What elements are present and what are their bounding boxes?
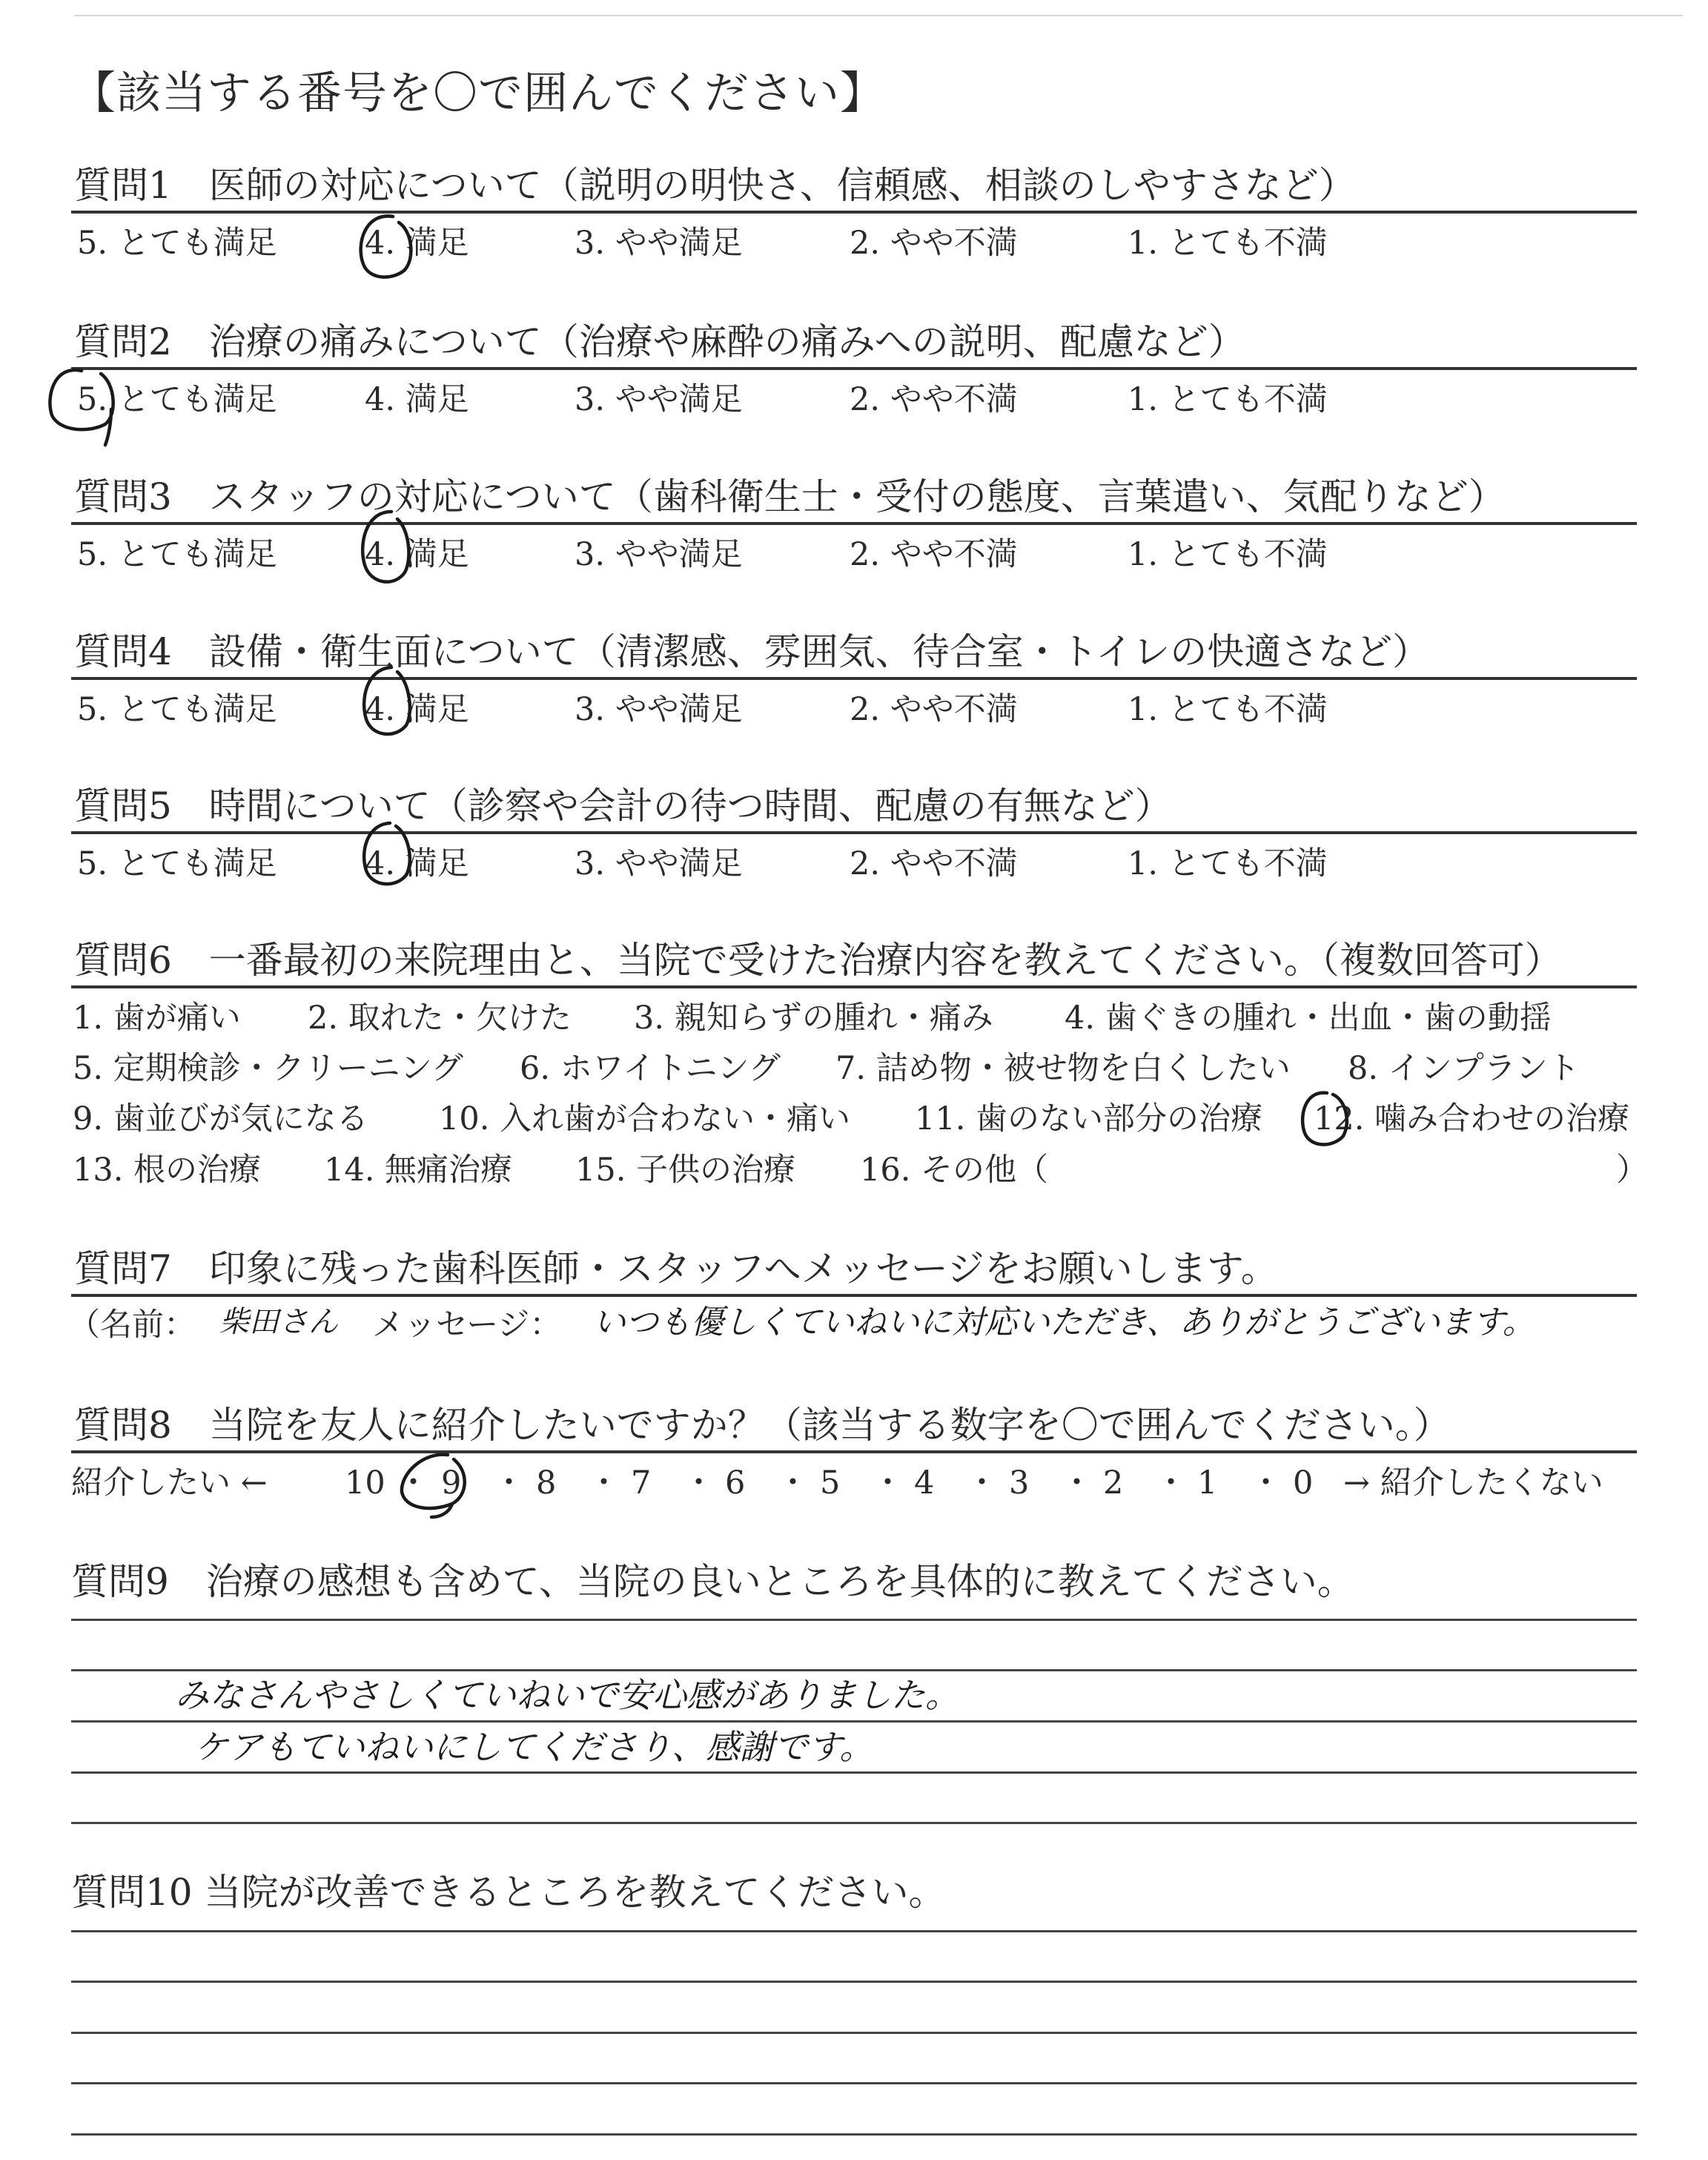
question-5-title: 質問5 時間について（診察や会計の待つ時間、配慮の有無など） — [74, 785, 1172, 828]
q1-option-1[interactable]: 1. とても不満 — [1128, 225, 1328, 262]
question-10-title: 質問10 当院が改善できるところを教えてください。 — [71, 1871, 946, 1914]
q2-option-4[interactable]: 4. 満足 — [365, 381, 469, 418]
q8-scale-separator: ・ — [777, 1464, 809, 1502]
q8-left-label: 紹介したい ← — [71, 1464, 268, 1502]
question-4-rule — [71, 677, 1637, 680]
q10-answer-line-3 — [71, 2032, 1637, 2034]
q7-message-handwritten[interactable]: いつも優しくていねいに対応いただき、ありがとうございます。 — [593, 1304, 1535, 1341]
q8-scale-separator: ・ — [683, 1464, 715, 1502]
q6-option-7[interactable]: 7. 詰め物・被せ物を白くしたい — [835, 1050, 1291, 1087]
q4-option-3[interactable]: 3. やや満足 — [575, 691, 743, 728]
q5-option-4[interactable]: 4. 満足 — [365, 845, 469, 882]
q9-answer-line-2 — [71, 1669, 1637, 1671]
question-3-title: 質問3 スタッフの対応について（歯科衛生士・受付の態度、言葉遣い、気配りなど） — [74, 475, 1506, 518]
q6-option-10[interactable]: 10. 入れ歯が合わない・痛い — [439, 1100, 851, 1137]
q6-option-8[interactable]: 8. インプラント — [1348, 1050, 1580, 1087]
q9-handwritten-answer-1[interactable]: みなさんやさしくていねいで安心感がありました。 — [175, 1675, 959, 1715]
q5-option-5[interactable]: 5. とても満足 — [77, 845, 277, 882]
q8-scale-separator: ・ — [966, 1464, 998, 1502]
q8-scale-separator: ・ — [588, 1464, 620, 1502]
q6-other-close-paren: ） — [1616, 1152, 1648, 1189]
q8-scale-separator: ・ — [1155, 1464, 1187, 1502]
question-6-title: 質問6 一番最初の来院理由と、当院で受けた治療内容を教えてください。（複数回答可） — [74, 939, 1562, 982]
q2-option-2[interactable]: 2. やや不満 — [850, 381, 1018, 418]
q6-option-15[interactable]: 15. 子供の治療 — [575, 1152, 796, 1189]
question-8-title: 質問8 当院を友人に紹介したいですか？（該当する数字を〇で囲んでください。） — [74, 1404, 1451, 1447]
q3-option-4[interactable]: 4. 満足 — [365, 536, 469, 573]
q8-scale-1[interactable]: 1 — [1197, 1464, 1218, 1502]
q9-answer-line-5 — [71, 1822, 1637, 1824]
q8-scale-3[interactable]: 3 — [1009, 1464, 1030, 1502]
q7-message-label: メッセージ： — [372, 1307, 562, 1344]
q1-option-3[interactable]: 3. やや満足 — [575, 225, 743, 262]
q8-scale-9[interactable]: 9 — [441, 1464, 462, 1502]
question-1-title: 質問1 医師の対応について（説明の明快さ、信頼感、相談のしやすさなど） — [74, 164, 1356, 207]
question-1-rule — [71, 211, 1637, 214]
q5-option-3[interactable]: 3. やや満足 — [575, 845, 743, 882]
q10-answer-line-1 — [71, 1930, 1637, 1932]
q8-scale-separator: ・ — [493, 1464, 525, 1502]
q6-option-11[interactable]: 11. 歯のない部分の治療 — [915, 1100, 1263, 1137]
q7-name-label: （名前： — [68, 1307, 196, 1344]
q3-option-2[interactable]: 2. やや不満 — [850, 536, 1018, 573]
question-7-title: 質問7 印象に残った歯科医師・スタッフへメッセージをお願いします。 — [74, 1247, 1278, 1290]
q6-option-2[interactable]: 2. 取れた・欠けた — [308, 1000, 572, 1037]
q8-right-label: → 紹介したくない — [1343, 1464, 1603, 1502]
q10-answer-line-5 — [71, 2133, 1637, 2136]
question-6-rule — [71, 985, 1637, 988]
q7-name-handwritten[interactable]: 柴田さん — [219, 1305, 338, 1339]
q4-option-2[interactable]: 2. やや不満 — [850, 691, 1018, 728]
q9-answer-line-1 — [71, 1619, 1637, 1621]
q4-option-1[interactable]: 1. とても不満 — [1128, 691, 1328, 728]
q6-option-3[interactable]: 3. 親知らずの腫れ・痛み — [634, 1000, 993, 1037]
q6-option-4[interactable]: 4. 歯ぐきの腫れ・出血・歯の動揺 — [1065, 1000, 1552, 1037]
q6-option-9[interactable]: 9. 歯並びが気になる — [73, 1100, 368, 1137]
q6-option-16[interactable]: 16. その他（ — [860, 1152, 1049, 1189]
q6-option-12[interactable]: 12. 噛み合わせの治療 — [1314, 1100, 1630, 1137]
top-edge-line — [74, 15, 1683, 16]
q6-option-14[interactable]: 14. 無痛治療 — [324, 1152, 513, 1189]
question-2-rule — [71, 367, 1637, 370]
q5-option-1[interactable]: 1. とても不満 — [1128, 845, 1328, 882]
question-3-rule — [71, 522, 1637, 525]
q8-scale-8[interactable]: 8 — [536, 1464, 557, 1502]
q9-answer-line-4 — [71, 1771, 1637, 1774]
q1-option-5[interactable]: 5. とても満足 — [77, 225, 277, 262]
q2-option-3[interactable]: 3. やや満足 — [575, 381, 743, 418]
q9-handwritten-answer-2[interactable]: ケアもていねいにしてくださり、感謝です。 — [194, 1727, 874, 1767]
q3-option-5[interactable]: 5. とても満足 — [77, 536, 277, 573]
q1-option-2[interactable]: 2. やや不満 — [850, 225, 1018, 262]
q6-option-1[interactable]: 1. 歯が痛い — [73, 1000, 241, 1037]
q5-option-2[interactable]: 2. やや不満 — [850, 845, 1018, 882]
q8-scale-separator: ・ — [872, 1464, 904, 1502]
q8-scale-6[interactable]: 6 — [725, 1464, 746, 1502]
question-8-rule — [71, 1450, 1637, 1453]
q8-scale-7[interactable]: 7 — [631, 1464, 652, 1502]
question-5-rule — [71, 831, 1637, 834]
q3-option-3[interactable]: 3. やや満足 — [575, 536, 743, 573]
q2-option-1[interactable]: 1. とても不満 — [1128, 381, 1328, 418]
q6-option-6[interactable]: 6. ホワイトニング — [520, 1050, 781, 1087]
q3-option-1[interactable]: 1. とても不満 — [1128, 536, 1328, 573]
q8-scale-separator: ・ — [1250, 1464, 1282, 1502]
q8-scale-separator: ・ — [1061, 1464, 1093, 1502]
q10-answer-line-2 — [71, 1981, 1637, 1983]
q8-scale-10[interactable]: 10 — [345, 1464, 385, 1502]
q8-scale-0[interactable]: 0 — [1293, 1464, 1314, 1502]
q1-option-4[interactable]: 4. 満足 — [365, 225, 469, 262]
survey-header: 【該当する番号を〇で囲んでください】 — [71, 67, 885, 119]
q6-option-5[interactable]: 5. 定期検診・クリーニング — [73, 1050, 463, 1087]
q8-scale-separator: ・ — [397, 1464, 429, 1502]
q4-option-4[interactable]: 4. 満足 — [365, 691, 469, 728]
question-9-title: 質問9 治療の感想も含めて、当院の良いところを具体的に教えてください。 — [71, 1560, 1354, 1603]
q2-option-5[interactable]: 5. とても満足 — [77, 381, 277, 418]
q9-answer-line-3 — [71, 1720, 1637, 1723]
q8-scale-5[interactable]: 5 — [820, 1464, 841, 1502]
question-7-rule — [71, 1294, 1637, 1297]
question-2-title: 質問2 治療の痛みについて（治療や麻酔の痛みへの説明、配慮など） — [74, 320, 1245, 363]
q6-option-13[interactable]: 13. 根の治療 — [73, 1152, 262, 1189]
question-4-title: 質問4 設備・衛生面について（清潔感、雰囲気、待合室・トイレの快適さなど） — [74, 630, 1430, 673]
q8-scale-4[interactable]: 4 — [914, 1464, 935, 1502]
q4-option-5[interactable]: 5. とても満足 — [77, 691, 277, 728]
q8-scale-2[interactable]: 2 — [1103, 1464, 1124, 1502]
q10-answer-line-4 — [71, 2082, 1637, 2084]
